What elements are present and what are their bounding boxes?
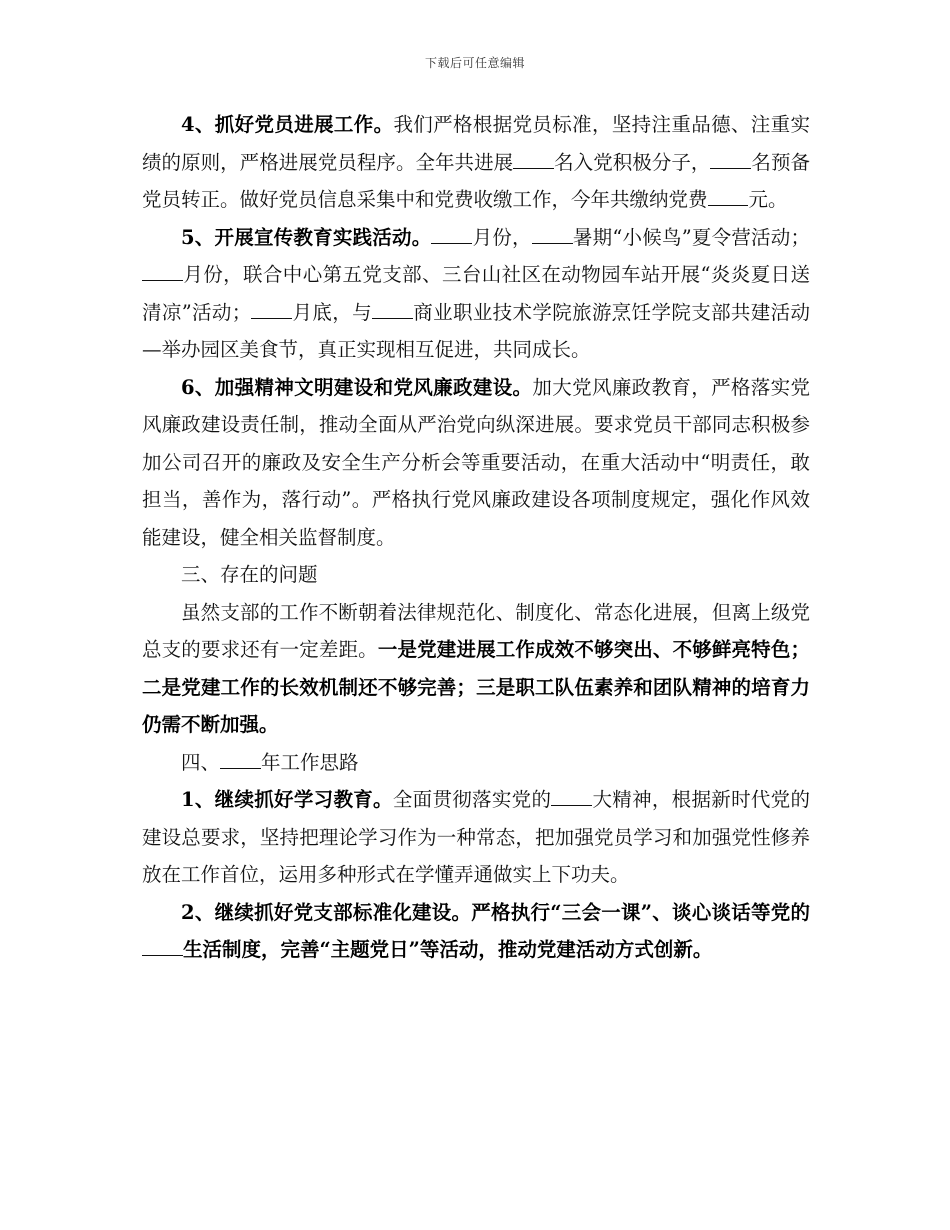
- section-heading-problems: 三、存在的问题: [181, 563, 318, 586]
- paragraph-text: 名入党积极分子，: [554, 150, 711, 174]
- fill-blank: [372, 300, 413, 319]
- paragraph-text: 月份，: [472, 225, 532, 249]
- fill-blank: [513, 150, 554, 169]
- section-heading-work-plan: [142, 744, 810, 782]
- paragraph-heading: 1、继续抓好学习教育。: [181, 788, 393, 811]
- fill-blank: [532, 225, 573, 244]
- paragraph-learning-education: [142, 781, 810, 894]
- fill-blank: [708, 187, 749, 206]
- heading-text: 四、: [181, 750, 221, 774]
- paragraph-text: 我们严格根据党员标准，坚持注重品德、注重实绩的原则，严格进展党员程序。全年共进展: [142, 113, 810, 174]
- document-body: [142, 106, 810, 969]
- fill-blank: [251, 300, 292, 319]
- paragraph-text: 生活制度，完善“主题党日”等活动，推动党建活动方式创新。: [182, 938, 713, 961]
- paragraph-heading: 4、抓好党员进展工作。: [181, 113, 394, 136]
- paragraph-problems: [142, 594, 810, 744]
- paragraph-heading: 5、开展宣传教育实践活动。: [181, 225, 432, 249]
- paragraph-text: 虽然支部的工作不断朝着法律规范化、制度化、常态化进展，但离上级党总支的要求还有一定差距。: [142, 600, 810, 661]
- fill-blank: [551, 787, 592, 806]
- paragraph-text: 加大党风廉政教育，严格落实党风廉政建设责任制，推动全面从严治党向纵深进展。要求党员干部同志积极参加公司召开的廉政及安全生产分析会等重要活动，在重大活动中“明责任，敢担当，善作为，落行动”。严格执行党风廉政建设各项制度规定，强化作风效能建设，健全相关监督制度。: [142, 375, 810, 549]
- paragraph-text: 2、继续抓好党支部标准化建设。严格执行“三会一课”、谈心谈话等党的: [181, 900, 810, 924]
- fill-blank: [142, 262, 183, 281]
- paragraph-text: 月底，与: [292, 300, 372, 324]
- paragraph-heading: 6、加强精神文明建设和党风廉政建设。: [181, 375, 533, 399]
- paragraph-text: 元。: [748, 188, 788, 211]
- paragraph-text: 商业职业技术学院旅游烹饪学院支部共建活动—举办园区美食节，真正实现相互促进，共同成长。: [142, 300, 810, 361]
- paragraph-standardization: [142, 894, 810, 969]
- paragraph-text: 月份，联合中心第五党支部、三台山社区在动物园车站开展“炎炎夏日送清凉”活动；: [142, 263, 810, 324]
- paragraph-text: 暑期“小候鸟”夏令营活动；: [572, 225, 810, 249]
- fill-blank: [431, 225, 472, 244]
- paragraph-text: 大精神，根据新时代党的建设总要求，坚持把理论学习作为一种常态，把加强党员学习和加强党性修养放在工作首位，运用多种形式在学懂弄通做实上下功夫。: [142, 788, 810, 886]
- paragraph-integrity-building: [142, 369, 810, 557]
- paragraph-text: 全面贯彻落实党的: [392, 788, 552, 811]
- paragraph-text: 名预备党员转正。做好党员信息采集中和党费收缴工作，今年共缴纳党费: [142, 150, 810, 211]
- fill-blank: [710, 150, 751, 169]
- heading-text: 年工作思路: [260, 750, 359, 774]
- paragraph-party-member-development: [142, 106, 810, 219]
- fill-blank: [142, 937, 183, 956]
- paragraph-emphasis: 一是党建进展工作成效不够突出、不够鲜亮特色；二是党建工作的长效机制还不够完善；三是职工队伍素养和团队精神的培育力仍需不断加强。: [142, 638, 810, 736]
- fill-blank: [220, 750, 261, 769]
- header-note: 下载后可任意编辑: [424, 56, 525, 70]
- paragraph-publicity-education: [142, 219, 810, 369]
